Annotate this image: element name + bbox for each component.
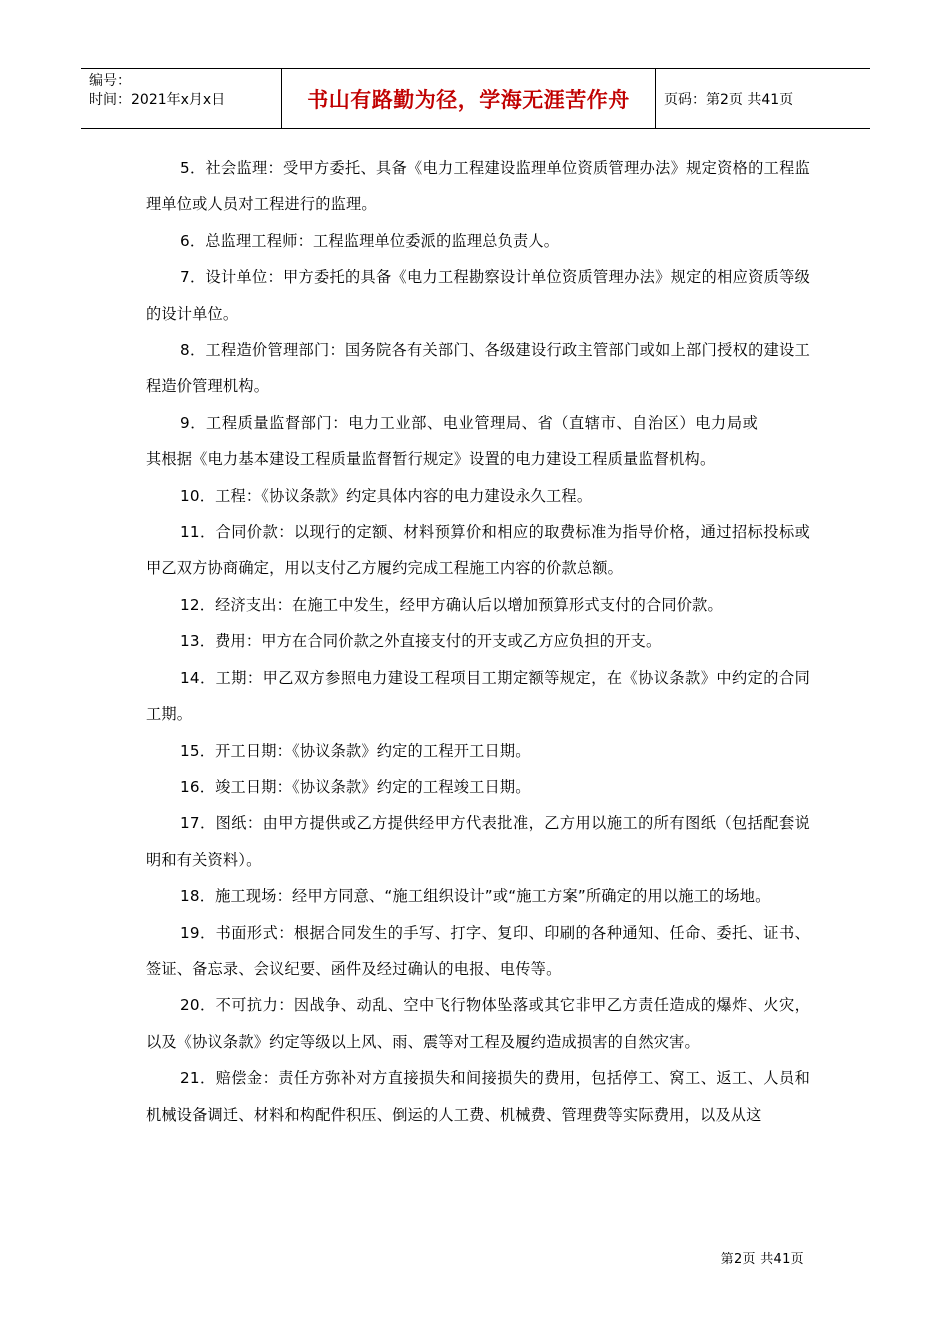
document-date-label: 时间：2021年x月x日 <box>89 92 226 108</box>
paragraph-item-18: 18．施工现场：经甲方同意、“施工组织设计”或“施工方案”所确定的用以施工的场地。 <box>180 887 771 906</box>
paragraph-item-19: 19．书面形式：根据合同发生的手写、打字、复印、印刷的各种通知、任命、委托、证书、签证、备忘录、会议纪要、函件及经过确认的电报、电传等。 <box>146 923 810 978</box>
paragraph-item-15: 15．开工日期：《协议条款》约定的工程开工日期。 <box>180 741 531 760</box>
paragraph-item-11: 11．合同价款：以现行的定额、材料预算价和相应的取费标准为指导价格，通过招标投标或甲乙双方协商确定，用以支付乙方履约完成工程施工内容的价款总额。 <box>146 523 810 578</box>
paragraph-item-6: 6．总监理工程师：工程监理单位委派的监理总负责人。 <box>180 231 560 250</box>
paragraph-item-5: 5．社会监理：受甲方委托、具备《电力工程建设监理单位资质管理办法》规定资格的工程监理单位或人员对工程进行的监理。 <box>146 159 810 214</box>
paragraph-item-13: 13．费用：甲方在合同价款之外直接支付的开支或乙方应负担的开支。 <box>180 632 662 651</box>
document-body <box>146 150 810 1133</box>
paragraph-item-7: 7．设计单位：甲方委托的具备《电力工程勘察设计单位资质管理办法》规定的相应资质等级的设计单位。 <box>146 268 810 323</box>
paragraph-item-17: 17．图纸：由甲方提供或乙方提供经甲方代表批准，乙方用以施工的所有图纸（包括配套说明和有关资料）。 <box>146 814 810 869</box>
header-motto: 书山有路勤为径，学海无涯苦作舟 <box>282 69 656 128</box>
paragraph-item-9: 9．工程质量监督部门：电力工业部、电业管理局、省（直辖市、自治区）电力局或其根据《电力基本建设工程质量监督暂行规定》设置的电力建设工程质量监督机构。 <box>146 413 758 469</box>
page-footer-number: 第2页 共41页 <box>720 1252 804 1267</box>
paragraph-item-14: 14．工期：甲乙双方参照电力建设工程项目工期定额等规定，在《协议条款》中约定的合同工期。 <box>146 668 810 724</box>
header-page-label: 页码：第2页 共41页 <box>664 91 794 108</box>
paragraph-item-20: 20．不可抗力：因战争、动乱、空中飞行物体坠落或其它非甲乙方责任造成的爆炸、火灾，以及《协议条款》约定等级以上风、雨、震等对工程及履约造成损害的自然灾害。 <box>146 996 810 1051</box>
paragraph-item-12: 12．经济支出：在施工中发生，经甲方确认后以增加预算形式支付的合同价款。 <box>180 595 723 614</box>
paragraph-item-10: 10．工程：《协议条款》约定具体内容的电力建设永久工程。 <box>180 486 593 505</box>
paragraph-item-8: 8．工程造价管理部门：国务院各有关部门、各级建设行政主管部门或如上部门授权的建设工程造价管理机构。 <box>146 341 810 396</box>
paragraph-item-16: 16．竣工日期：《协议条款》约定的工程竣工日期。 <box>180 777 531 796</box>
page-header <box>81 68 870 129</box>
paragraph-item-21: 21．赔偿金：责任方弥补对方直接损失和间接损失的费用，包括停工、窝工、返工、人员和机械设备调迁、材料和构配件积压、倒运的人工费、机械费、管理费等实际费用，以及从这 <box>146 1069 810 1124</box>
document-number-label: 编号： <box>89 73 131 89</box>
header-meta <box>81 69 282 128</box>
